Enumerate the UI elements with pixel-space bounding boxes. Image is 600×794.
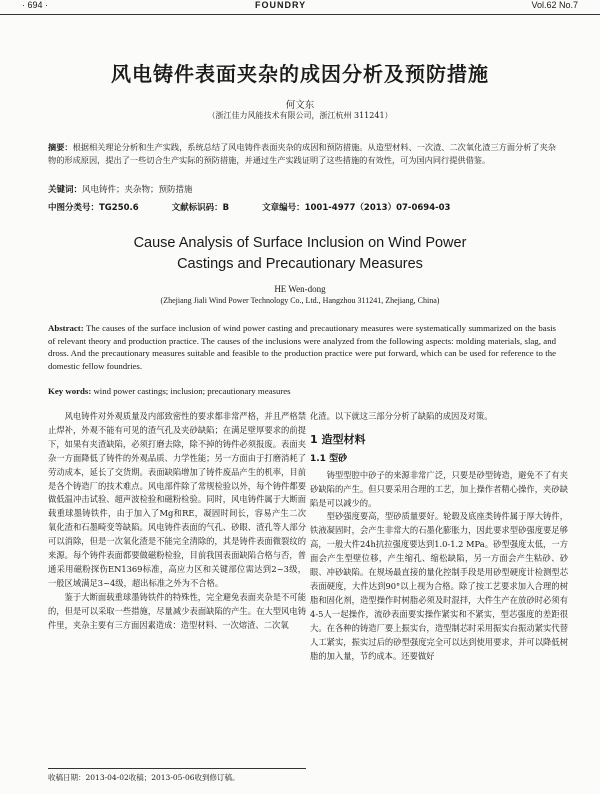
author-cn: 何文东	[285, 100, 315, 111]
clc-number: 中图分类号：TG250.6	[48, 203, 139, 213]
keywords-cn-text: 风电铸件；夹杂物；预防措施	[82, 185, 193, 195]
abstract-en	[48, 322, 556, 372]
document-code: 文献标识码：B	[171, 203, 230, 213]
keywords-en	[48, 386, 291, 396]
journal-name: FOUNDRY	[255, 0, 307, 10]
keywords-cn-label: 关键词：	[48, 185, 83, 195]
keywords-cn	[48, 183, 193, 195]
subsection-heading: 1.1 型砂	[310, 453, 348, 464]
body-paragraph: 风电铸件对外观质量及内部致密性的要求都非常严格，并且严格禁止焊补，外观不能有可见的渣气孔及夹砂缺陷；在满足壁厚要求的前提下，如果有夹渣缺陷，必须打磨去除，除不掉的铸件必须报废。表面夹杂一方面降低了铸件的外观品质、力学性能；另一方面由于打磨消耗了劳动成本，延长了交货期。表面缺陷增加了铸件废品产生的机率，目前是各个铸造厂的技术难点。风电部件除了常规检验以外，每个铸件都要做低温冲击试验、超声波检验和磁粉检验。同时，风电铸件属于大断面载重球墨铸铁件，由于加入了Mg和RE，凝固时间长，容易产生二次氧化渣和石墨畸变等缺陷。风电铸件表面的气孔、砂眼、渣孔等人部分可以消除，但是一次氧化渣是不能完全清除的，其是铸件表面微裂纹的来源。每个铸件表面都要做磁粉检验，目前我国表面缺陷合格与否，普通采用磁粉探伤EN1369标准，高应力区和关键部位需达到2~3级，一般区域满足3~4级，超出标准之外为不合格。	[48, 411, 306, 588]
abstract-cn-label: 摘要：	[48, 142, 73, 152]
footnote-divider	[48, 768, 306, 769]
classification-line	[48, 201, 480, 213]
section-heading: 1 造型材料	[310, 432, 366, 446]
author-en: HE Wen-dong	[274, 284, 326, 294]
title-en-line2: Castings and Precautionary Measures	[177, 256, 423, 272]
volume-issue: Vol.62 No.7	[531, 0, 578, 10]
abstract-cn	[48, 141, 556, 167]
abstract-cn-text: 根据相关理论分析和生产实践，系统总结了风电铸件表面夹杂的成因和预防措施。从造型材料、一次渣、二次氧化渣三方面分析了夹杂物的形成原因，提出了一些切合生产实际的预防措施，并通过生产实践证明了这些措施的有效性，可为国内同行提供借鉴。	[48, 142, 556, 165]
title-en-line1: Cause Analysis of Surface Inclusion on Wind Power	[133, 235, 467, 251]
body-right-column	[310, 410, 568, 663]
abstract-en-label: Abstract:	[48, 323, 84, 333]
keywords-en-text: wind power castings; inclusion; precautionary measures	[93, 386, 291, 396]
affiliation-cn: （浙江佳力风能技术有限公司，浙江杭州 311241）	[207, 111, 393, 120]
affiliation-en: (Zhejiang Jiali Wind Power Technology Co., Ltd., Hangzhou 311241, Zhejiang, China)	[160, 296, 440, 305]
keywords-en-label: Key words:	[48, 386, 92, 396]
paper-title-en	[0, 233, 600, 275]
body-paragraph: 鉴于大断面载重球墨铸铁件的特殊性，完全避免表面夹杂是不可能的，但是可以采取一些措施，尽量减少表面缺陷的产生。在大型风电铸件里，夹杂主要有三方面因素造成：造型材料、一次熔渣、二次氧	[48, 591, 306, 630]
page-number: · 694 ·	[22, 0, 49, 10]
body-paragraph: 铸型型腔中砂子的来源非常广泛，只要是砂型铸造，避免不了有夹砂缺陷的产生。但只要采用合理的工艺，加上操作者精心操作，夹砂缺陷是可以减少的。	[310, 469, 568, 508]
body-paragraph: 型砂强度要高，型砂质量要好。轮毂及底座类铸件属于厚大铸件，铁液凝固时，会产生非常大的石墨化膨胀力，因此要求型砂强度要足够高，一般大件24h抗拉强度要达到1.0-1.2 MPa。砂型强度太低，一方面会产生型壁位移，产生缩孔、缩松缺陷，另一方面会产生粘砂、砂眼、冲砂缺陷。在规场最直接的量化控制手段是用砂型硬度计检测型芯表面硬度，大件达到90°以上视为合格。除了按工艺要求加入合理的树脂和固化剂，造型操作时树脂必须及时混拌，大件生产在放砂时必须有4-5人一起操作，流砂表面要实操作紧实和不紧实，型芯强度的差距很大。在各种的铸造厂要上振实台，造型制芯时采用振实台振动紧实代替人工紧实，振实过后的砂型强度完全可以达到使用要求，并可以降低树脂的加入量，节约成本。还要做好	[310, 511, 568, 661]
body-paragraph: 化渣。以下就这三部分分析了缺陷的成因及对策。	[310, 411, 493, 421]
running-header	[0, 0, 600, 15]
received-date-footnote: 收稿日期：2013-04-02收稿；2013-05-06收到修订稿。	[48, 773, 240, 782]
body-left-column	[48, 410, 306, 633]
article-number: 文章编号：1001-4977（2013）07-0694-03	[262, 203, 451, 213]
abstract-en-text: The causes of the surface inclusion of wind power casting and precautionary measures were systematically summarized on the basis of relevant theory and production practice. The causes of the inclusions were analyzed from the following aspects: molding materials, slag, and dross. And the precautionary measures suitable and feasible to the production practice were put forward, which can be used for reference to the domestic fellow foundries.	[48, 323, 556, 371]
paper-title-cn: 风电铸件表面夹杂的成因分析及预防措施	[111, 62, 489, 86]
